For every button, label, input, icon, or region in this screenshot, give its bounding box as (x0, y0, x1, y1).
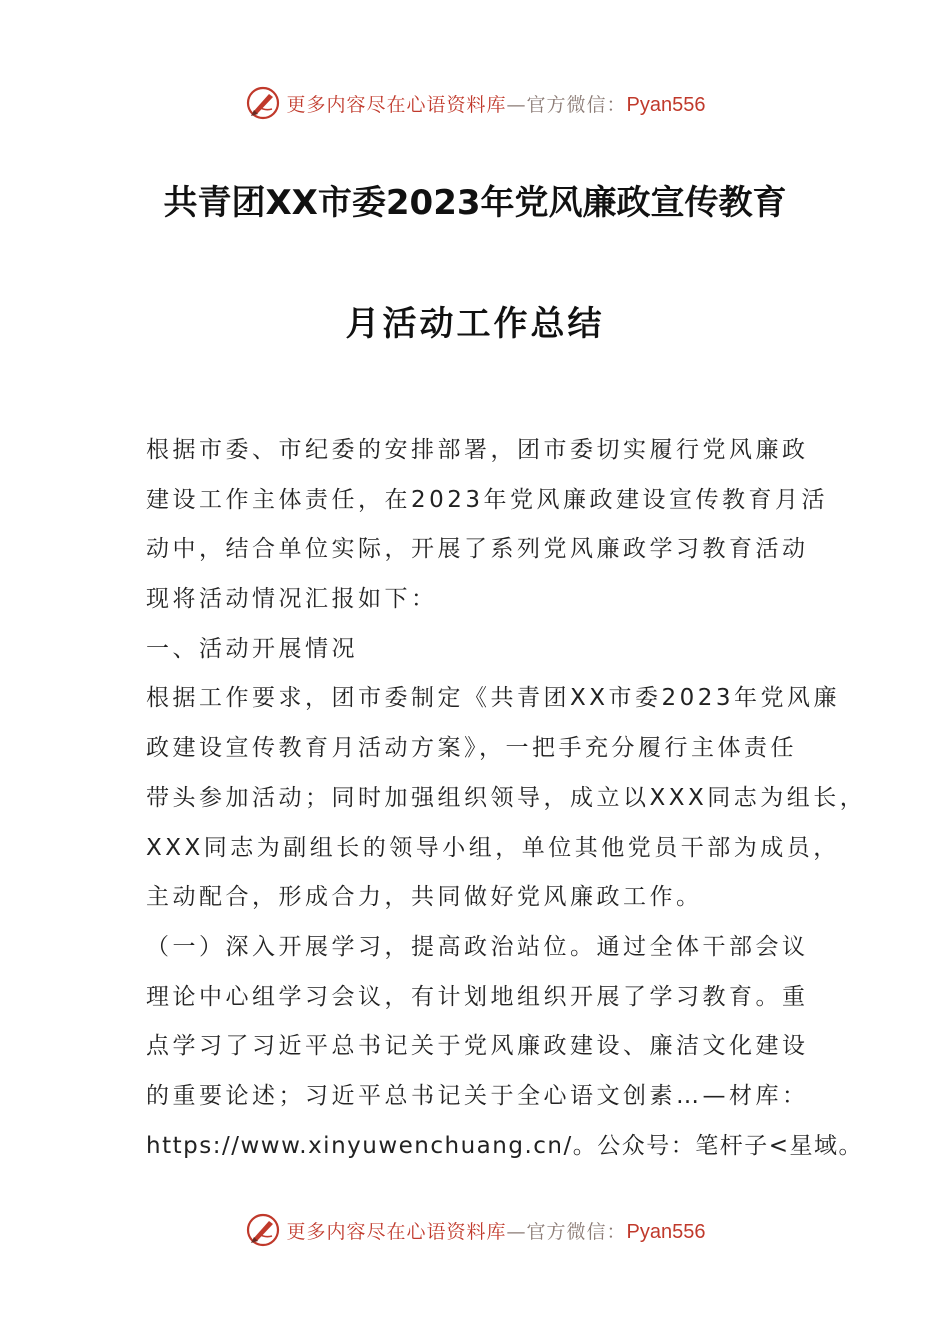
section-heading: 一、活动开展情况 (146, 635, 358, 662)
header-wechat-label: —官方微信： (506, 93, 627, 116)
header-banner (0, 83, 950, 123)
body-line: XXX同志为副组长的领导小组，单位其他党员干部为成员， (146, 834, 840, 861)
body-line: 现将活动情况汇报如下： (146, 586, 438, 613)
body-line: 的重要论述；习近平总书记关于全心语文创素…—材库： (146, 1082, 809, 1109)
footer-slogan: 更多内容尽在心语资料库 (286, 1220, 507, 1243)
footer-wechat-label: —官方微信： (506, 1220, 627, 1243)
body-line: 点学习了习近平总书记关于党风廉政建设、廉洁文化建设 (146, 1033, 809, 1060)
document-title-line-1: 共青团XX市委2023年党风廉政宣传教育 (163, 183, 787, 223)
body-line: 根据市委、市纪委的安排部署，团市委切实履行党风廉政 (146, 437, 809, 463)
body-line: 动中，结合单位实际，开展了系列党风廉政学习教育活动 (146, 536, 809, 563)
header-wechat-id: Pyan556 (626, 93, 706, 116)
document-body (146, 426, 867, 1171)
footer-wechat-id: Pyan556 (626, 1220, 706, 1243)
body-line: 带头参加活动；同时加强组织领导，成立以XXX同志为组长， (146, 784, 867, 811)
pen-circle-logo-icon (245, 1212, 281, 1248)
document-title-line-2: 月活动工作总结 (345, 304, 605, 344)
pen-circle-logo-icon (245, 85, 281, 121)
subsection-line: （一）深入开展学习，提高政治站位。通过全体干部会议 (146, 933, 809, 960)
body-line-url: https://www.xinyuwenchuang.cn/。公众号：笔杆子<星域。 (146, 1132, 864, 1159)
header-slogan: 更多内容尽在心语资料库 (286, 93, 507, 116)
body-line: 政建设宣传教育月活动方案》，一把手充分履行主体责任 (146, 735, 797, 762)
body-line: 根据工作要求，团市委制定《共青团XX市委2023年党风廉 (146, 685, 841, 712)
body-line: 建设工作主体责任，在2023年党风廉政建设宣传教育月活 (146, 486, 829, 513)
body-line: 主动配合，形成合力，共同做好党风廉政工作。 (146, 884, 703, 911)
body-line: 理论中心组学习会议，有计划地组织开展了学习教育。重 (146, 983, 809, 1010)
footer-banner (0, 1210, 950, 1250)
